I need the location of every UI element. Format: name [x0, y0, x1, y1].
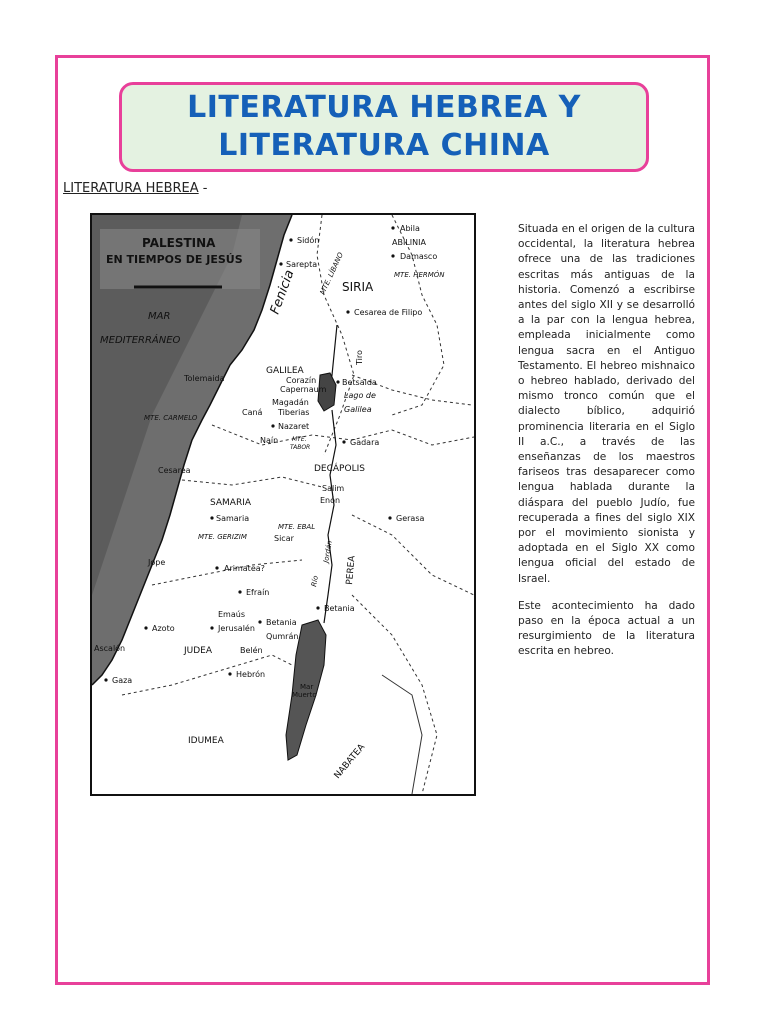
label-mte-tabor: MTE. [292, 436, 307, 443]
label-arimatea: Arimatea? [224, 564, 265, 573]
label-salim: Salim [322, 484, 345, 493]
label-damasco: Damasco [400, 252, 438, 261]
label-emaus: Emaús [218, 610, 245, 619]
paragraph-2: Este acontecimiento ha dado paso en la época actual a un resurgimiento de la literatura escrita en hebreo. [518, 599, 695, 658]
label-belen: Belén [240, 646, 263, 655]
label-decapolis: DECÁPOLIS [314, 464, 365, 474]
label-mar-muerto-2: Muerto [292, 691, 317, 699]
map-title-1: PALESTINA [142, 236, 216, 250]
label-samaria-region: SAMARIA [210, 498, 252, 508]
label-mar-muerto-1: Mar [300, 683, 314, 691]
label-galilea: GALILEA [266, 366, 304, 376]
label-fenicia: Fenicia [267, 267, 298, 317]
label-nazaret: Nazaret [278, 422, 310, 431]
label-mte-carmelo: MTE. CARMELO [144, 414, 198, 422]
label-lago: Lago de [344, 391, 376, 400]
label-cana: Caná [242, 408, 263, 417]
label-siria: SIRIA [342, 280, 374, 294]
label-tiberias: Tiberias [278, 408, 310, 417]
section-heading [63, 181, 207, 196]
label-gadara: Gadara [350, 438, 380, 447]
label-nabatea: NABATEA [332, 742, 368, 781]
label-jerusalen: Jerusalén [218, 624, 255, 633]
label-tolemaida: Tolemaida [184, 374, 225, 383]
sea-label-1: MAR [148, 311, 171, 322]
label-judea: JUDEA [184, 646, 213, 656]
label-tiro: Tiro [355, 350, 364, 365]
label-samaria: Samaria [216, 514, 250, 523]
sea-label-2: MEDITERRÁNEO [100, 335, 181, 346]
map-svg [92, 215, 474, 794]
label-betania: Betania [324, 604, 355, 613]
label-magadan: Magadán [272, 398, 309, 407]
map-image [90, 213, 476, 796]
label-betsaida: Betsaida [342, 378, 377, 387]
title-box [119, 82, 649, 172]
label-idumea: IDUMEA [188, 736, 224, 746]
label-cesarea: Cesarea [158, 466, 191, 475]
label-mte-ebal: MTE. EBAL [278, 523, 316, 531]
label-cesarea-filipo: Cesarea de Filipo [354, 308, 423, 317]
label-corazin: Corazín [286, 376, 317, 385]
label-hebron: Hebrón [236, 670, 266, 679]
label-sidon: Sidón [297, 236, 320, 245]
label-abilinia: ABILINIA [392, 238, 426, 247]
label-mte-libano: MTE. LÍBANO [318, 251, 346, 296]
label-ascalon: Ascalón [94, 644, 126, 653]
body-text [518, 222, 695, 672]
label-abila: Abila [400, 224, 420, 233]
label-nain: Naín [260, 436, 279, 445]
label-jope: Jope [148, 558, 166, 567]
label-jordan: Jordán [322, 539, 334, 564]
label-enon: Enón [320, 496, 341, 505]
map-title-2: EN TIEMPOS DE JESÚS [106, 253, 243, 266]
label-betania-2: Betania [266, 618, 297, 627]
title-line-1: LITERATURA HEBREA Y [187, 90, 581, 125]
label-sarepta: Sarepta [286, 260, 318, 269]
label-mte-tabor-2: TABOR [290, 444, 311, 451]
section-heading-suffix: - [198, 181, 208, 196]
label-qumran: Qumrán [266, 632, 299, 641]
label-azoto: Azoto [152, 624, 175, 633]
label-capernaum: Capernaum [280, 385, 327, 394]
label-efrain: Efraín [246, 588, 270, 597]
label-gaza: Gaza [112, 676, 133, 685]
paragraph-1: Situada en el origen de la cultura occidental, la literatura hebrea ofrece una de las tradiciones escritas más antiguas de la historia. Comenzó a escribirse antes del siglo XII y se desarrolló a la par con la lengua hebrea, empleada inicialmente como lengua sacra en el Antiguo Testamento. El hebreo mishnaico o hebreo hablado, derivado del mismo tronco común que el dialecto bíblico, adquirió prominencia literaria en el Siglo II a.C., a través de las enseñanzas de los maestros fariseos tras desaparecer como lengua hablada durante la diáspara del pueblo Judío, fue recuperada a fines del siglo XIX por el movimiento sionista y adoptada en el Siglo XX como lengua oficial del estado de Israel. [518, 223, 695, 585]
label-sicar: Sicar [274, 534, 294, 543]
label-galilea-lago: Galilea [344, 405, 372, 414]
label-mte-hermon: MTE. HERMÓN [394, 271, 445, 279]
section-heading-text: LITERATURA HEBREA [63, 181, 199, 196]
label-gerasa: Gerasa [396, 514, 425, 523]
label-mte-gerizim: MTE. GERIZIM [198, 533, 247, 541]
label-rio: Río [310, 575, 320, 588]
title-line-2: LITERATURA CHINA [218, 128, 550, 163]
label-perea: PEREA [345, 555, 358, 586]
